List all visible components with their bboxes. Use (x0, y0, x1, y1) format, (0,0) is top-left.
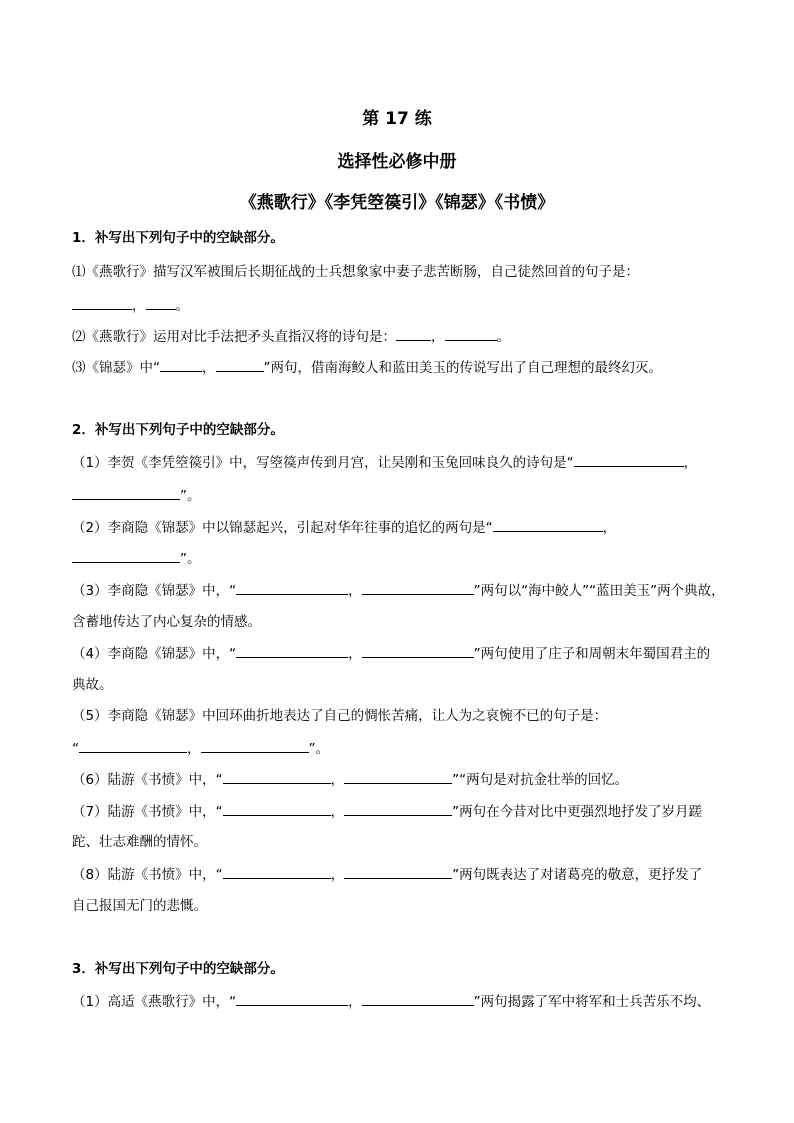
s2-q3-tail: ”两句以“海中鲛人”“蓝田美玉”两个典故， (473, 583, 725, 599)
s2-q2-line1 (72, 517, 732, 538)
answer-blank[interactable] (72, 485, 180, 500)
s2-q1-line2 (72, 485, 732, 506)
s2-q5-line1: （5）李商隐《锦瑟》中回环曲折地表达了自己的惆怅苦痛，让人为之哀惋不已的句子是： (72, 708, 608, 724)
end-mark: 。 (175, 298, 189, 314)
s2-q1-line1 (72, 452, 732, 473)
separator: ， (602, 520, 617, 536)
answer-blank[interactable] (146, 295, 176, 310)
answer-blank[interactable] (344, 769, 452, 784)
s2-q6-line (72, 769, 732, 790)
s3-q1-tail: ”两句揭露了军中将军和士兵苦乐不均、 (473, 994, 711, 1010)
answer-blank[interactable] (79, 738, 187, 753)
separator: ， (348, 583, 362, 599)
answer-blank[interactable] (344, 801, 452, 816)
s2-q2-line2 (72, 548, 732, 569)
separator: ， (187, 741, 201, 757)
lesson-number: 第 17 练 (362, 109, 432, 129)
s2-q8-line2: 自己报国无门的悲慨。 (72, 898, 207, 914)
answer-blank[interactable] (160, 357, 202, 372)
answer-blank[interactable] (236, 643, 348, 658)
separator: ， (431, 329, 445, 345)
s1-q2-line (72, 326, 732, 347)
separator: ， (348, 994, 362, 1010)
s2-q5-line2 (72, 738, 732, 759)
open-quote: “ (72, 741, 79, 757)
answer-blank[interactable] (223, 801, 331, 816)
separator: ， (683, 455, 698, 471)
separator: ， (330, 867, 345, 883)
end-mark: ”。 (180, 551, 201, 567)
separator: ， (330, 772, 345, 788)
answer-blank[interactable] (236, 580, 348, 595)
separator: ， (202, 360, 216, 376)
answer-blank[interactable] (574, 452, 684, 467)
end-mark: 。 (496, 329, 510, 345)
s2-q1-text: （1）李贺《李凭箜篌引》中，写箜篌声传到月宫，让吴刚和玉兔回味良久的诗句是“ (72, 455, 574, 471)
s2-q8-line1 (72, 864, 732, 885)
s1-q3-text: ⑶《锦瑟》中“ (72, 360, 160, 376)
answer-blank[interactable] (396, 326, 431, 341)
answer-blank[interactable] (223, 769, 331, 784)
s2-q8-tail: ”两句既表达了对诸葛亮的敬意，更抒发了 (452, 867, 703, 883)
s2-q2-text: （2）李商隐《锦瑟》中以锦瑟起兴，引起对华年往事的追忆的两句是“ (72, 520, 493, 536)
answer-blank[interactable] (216, 357, 264, 372)
answer-blank[interactable] (493, 517, 603, 532)
s2-q4-line2: 典故。 (72, 677, 113, 693)
s2-q4-tail: ”两句使用了庄子和周朝末年蜀国君主的 (473, 646, 711, 662)
s2-q3-text: （3）李商隐《锦瑟》中，“ (72, 583, 237, 599)
s2-q4-text: （4）李商隐《锦瑟》中，“ (72, 646, 237, 662)
answer-blank[interactable] (362, 580, 474, 595)
answer-blank[interactable] (362, 643, 474, 658)
s1-q1-line1 (72, 262, 732, 282)
s1-q2-text: ⑵《燕歌行》运用对比手法把矛头直指汉将的诗句是： (72, 329, 396, 345)
answer-blank[interactable] (445, 326, 497, 341)
end-mark: ”。 (180, 488, 201, 504)
s2-q7-tail: ”两句在今昔对比中更强烈地抒发了岁月蹉 (452, 804, 703, 820)
end-mark: ”。 (308, 741, 329, 757)
answer-blank[interactable] (223, 864, 331, 879)
s1-q1-line2 (72, 295, 732, 316)
s2-q3-line2: 含蓄地传达了内心复杂的情感。 (72, 614, 261, 630)
s2-q7-line1 (72, 801, 732, 822)
answer-blank[interactable] (201, 738, 309, 753)
answer-blank[interactable] (72, 548, 180, 563)
s2-q6-tail: ”“两句是对抗金壮举的回忆。 (452, 772, 629, 788)
s2-q6-text: （6）陆游《书愤》中，“ (72, 772, 223, 788)
s1-q1-text: ⑴《燕歌行》描写汉军被围后长期征战的士兵想象家中妻子悲苦断肠，自己徒然回首的句子是： (72, 264, 639, 280)
answer-blank[interactable] (236, 991, 348, 1006)
s2-q4-line1 (72, 643, 732, 664)
s3-q1-line (72, 991, 732, 1012)
s3-q1-text: （1）高适《燕歌行》中，“ (72, 994, 237, 1010)
s2-q8-text: （8）陆游《书愤》中，“ (72, 867, 223, 883)
textbook-volume: 选择性必修中册 (337, 152, 457, 172)
separator: ， (330, 804, 345, 820)
s1-q3-line (72, 357, 732, 378)
separator: ， (132, 298, 146, 314)
s2-q7-line2: 跎、壮志难酬的情怀。 (72, 834, 207, 850)
poem-titles: 《燕歌行》《李凭箜篌引》《锦瑟》《书愤》 (239, 193, 555, 213)
section-1-heading: 1．补写出下列句子中的空缺部分。 (72, 230, 284, 246)
s2-q3-line1 (72, 580, 732, 601)
answer-blank[interactable] (72, 295, 132, 310)
section-3-heading: 3．补写出下列句子中的空缺部分。 (72, 961, 284, 977)
answer-blank[interactable] (362, 991, 474, 1006)
s1-q3-tail: ”两句，借南海鲛人和蓝田美玉的传说写出了自己理想的最终幻灭。 (263, 360, 662, 376)
section-2-heading: 2．补写出下列句子中的空缺部分。 (72, 422, 284, 438)
answer-blank[interactable] (344, 864, 452, 879)
s2-q7-text: （7）陆游《书愤》中，“ (72, 804, 223, 820)
separator: ， (348, 646, 362, 662)
